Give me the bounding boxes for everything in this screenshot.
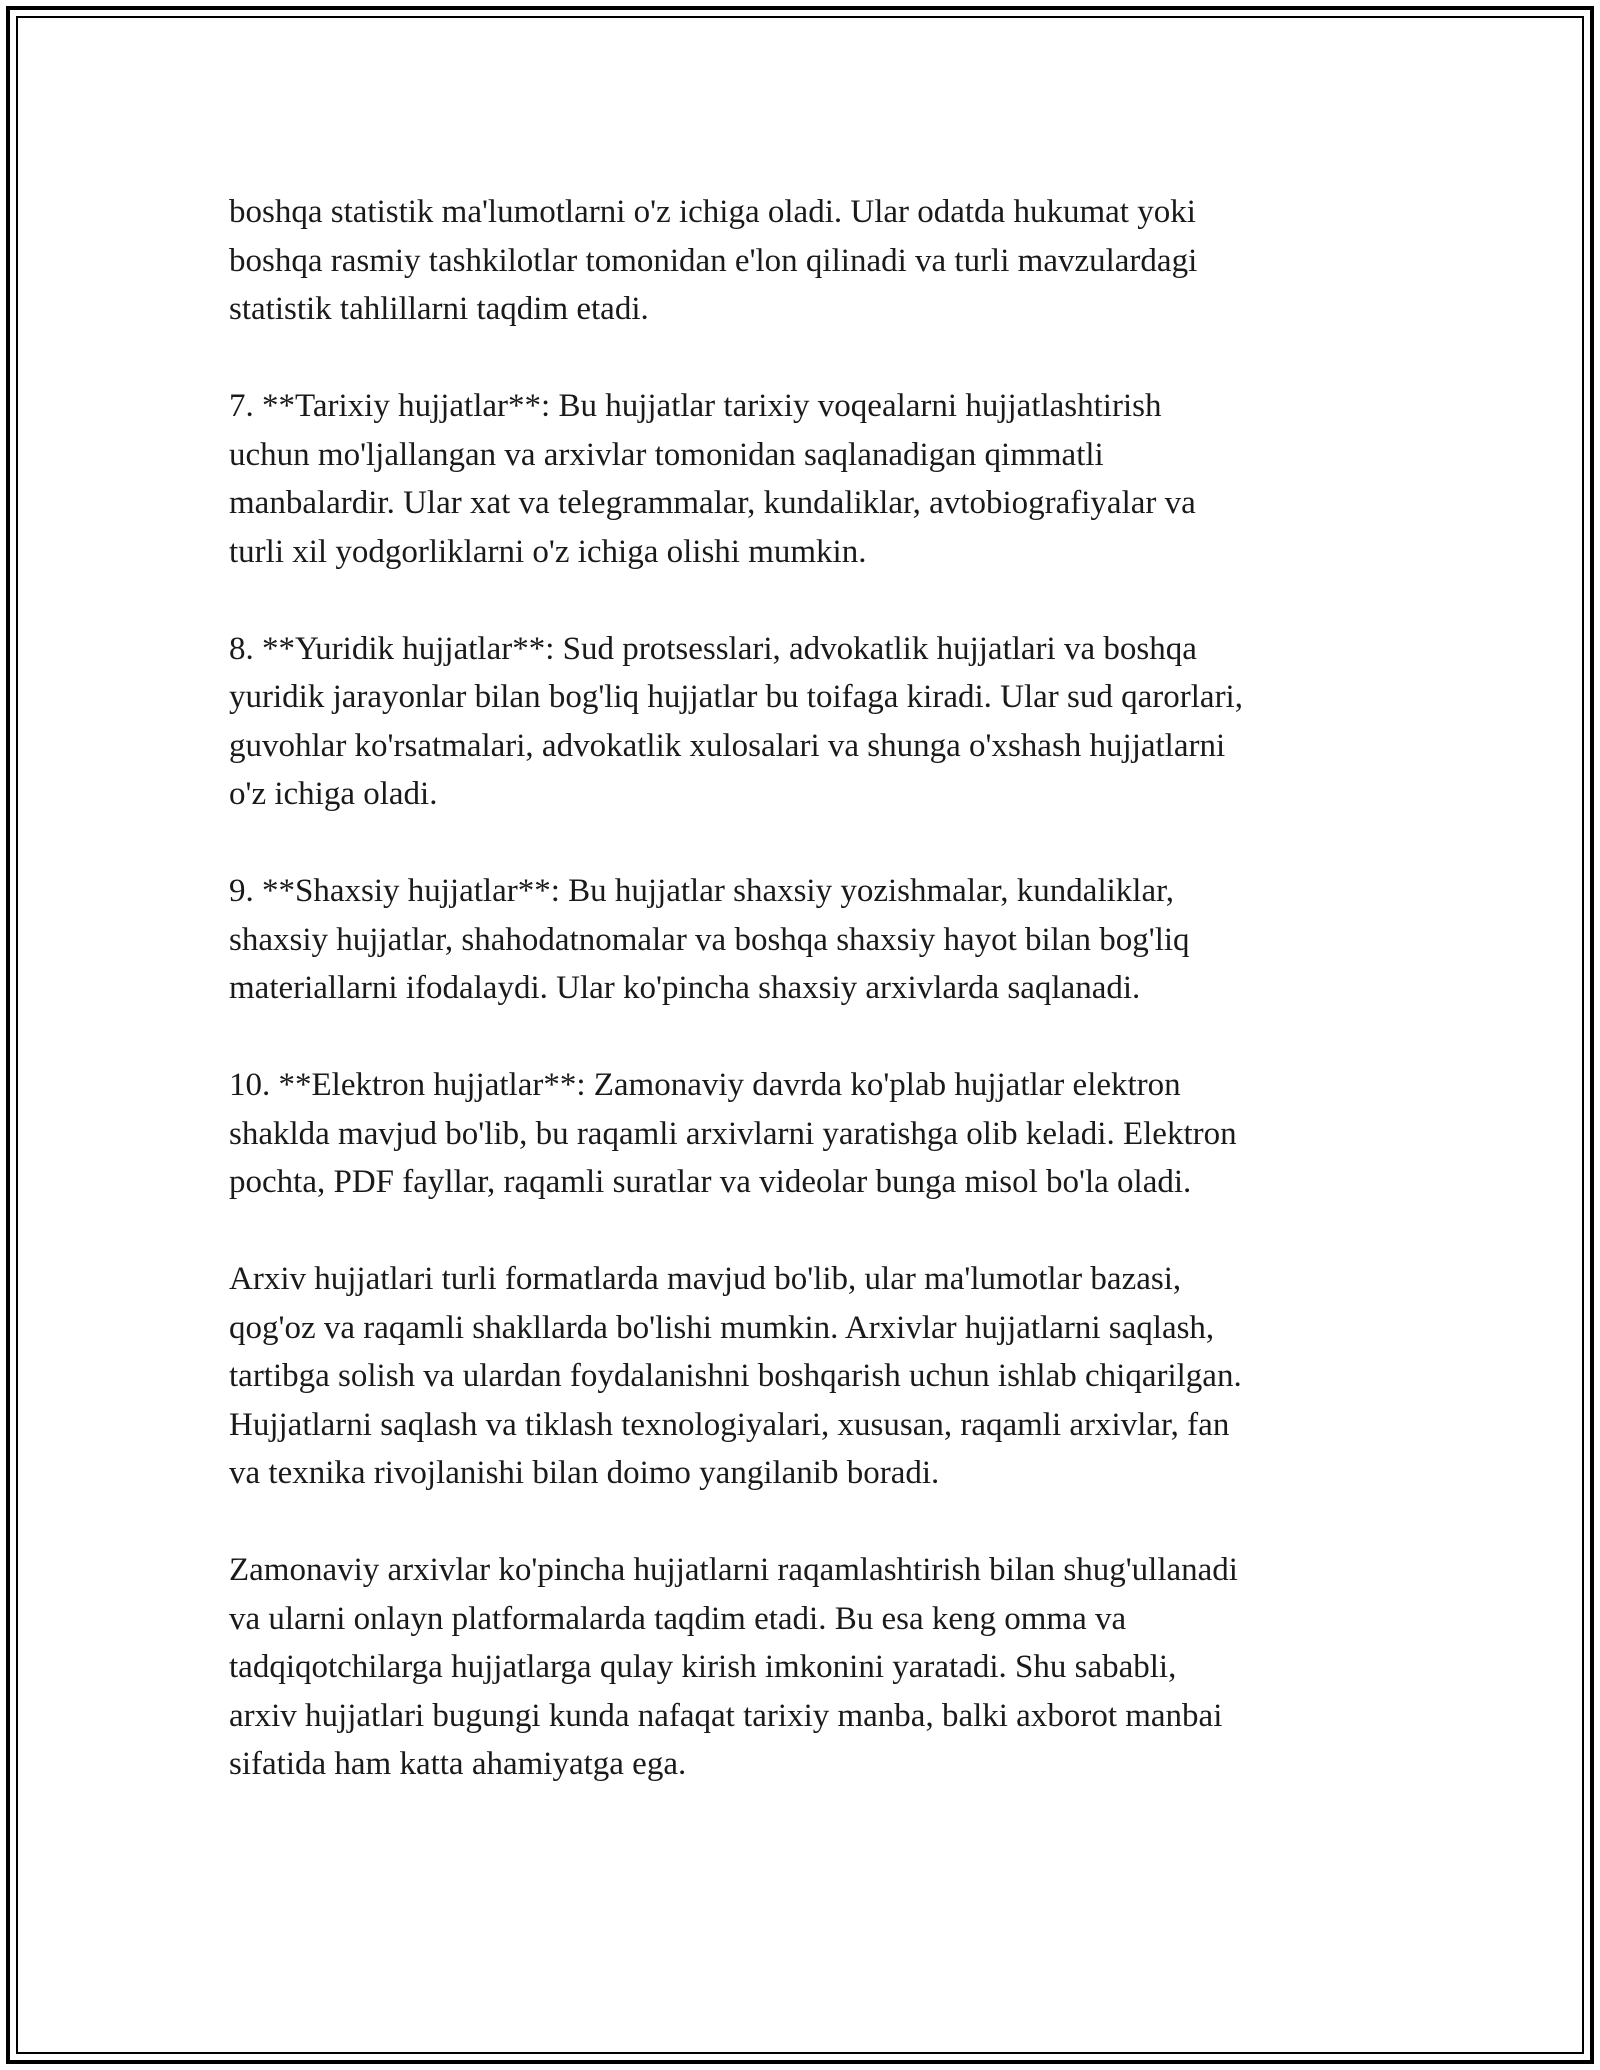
paragraph-modern-archives: Zamonaviy arxivlar ko'pincha hujjatlarni raqamlashtirish bilan shug'ullanadi va ularni onlayn platformalarda taqdim etadi. Bu esa keng omma va tadqiqotchilarga hujjatlarga qulay kirish imkonini yaratadi. Shu sababli, arxiv hujjatlari bugungi kunda nafaqat tarixiy manba, balki axborot manbai sifatida ham katta ahamiyatga ega. [229,1552,1238,1782]
paragraph-electronic-documents: 10. **Elektron hujjatlar**: Zamonaviy davrda ko'plab hujjatlar elektron shaklda mavjud bo'lib, bu raqamli arxivlarni yaratishga olib keladi. Elektron pochta, PDF fayllar, raqamli suratlar va videolar bunga misol bo'la oladi. [229,1067,1237,1200]
paragraph-archive-formats: Arxiv hujjatlari turli formatlarda mavjud bo'lib, ular ma'lumotlar bazasi, qog'oz va raqamli shakllarda bo'lishi mumkin. Arxivlar hujjatlarni saqlash, tartibga solish va ulardan foydalanishni boshqarish uchun ishlab chiqarilgan. Hujjatlarni saqlash va tiklash texnologiyalari, xususan, raqamli arxivlar, fan va texnika rivojlanishi bilan doimo yangilanib boradi. [229,1261,1242,1491]
paragraph-statistical-continuation: boshqa statistik ma'lumotlarni o'z ichiga oladi. Ular odatda hukumat yoki boshqa rasmiy tashkilotlar tomonidan e'lon qilinadi va turli mavzulardagi statistik tahlillarni taqdim etadi. [229,194,1198,327]
paragraph-historical-documents: 7. **Tarixiy hujjatlar**: Bu hujjatlar tarixiy voqealarni hujjatlashtirish uchun mo'ljallangan va arxivlar tomonidan saqlanadigan qimmatli manbalardir. Ular xat va telegrammalar, kundaliklar, avtobiografiyalar va turli xil yodgorliklarni o'z ichiga olishi mumkin. [229,388,1196,570]
paragraph-personal-documents: 9. **Shaxsiy hujjatlar**: Bu hujjatlar shaxsiy yozishmalar, kundaliklar, shaxsiy hujjatlar, shahodatnomalar va boshqa shaxsiy hayot bilan bog'liq materiallarni ifodalaydi. Ular ko'pincha shaxsiy arxivlarda saqlanadi. [229,873,1190,1006]
paragraph-legal-documents: 8. **Yuridik hujjatlar**: Sud protsesslari, advokatlik hujjatlari va boshqa yuridik jarayonlar bilan bog'liq hujjatlar bu toifaga kiradi. Ular sud qarorlari, guvohlar ko'rsatmalari, advokatlik xulosalari va shunga o'xshash hujjatlarni o'z ichiga oladi. [229,630,1243,812]
document-body [229,188,1409,1837]
